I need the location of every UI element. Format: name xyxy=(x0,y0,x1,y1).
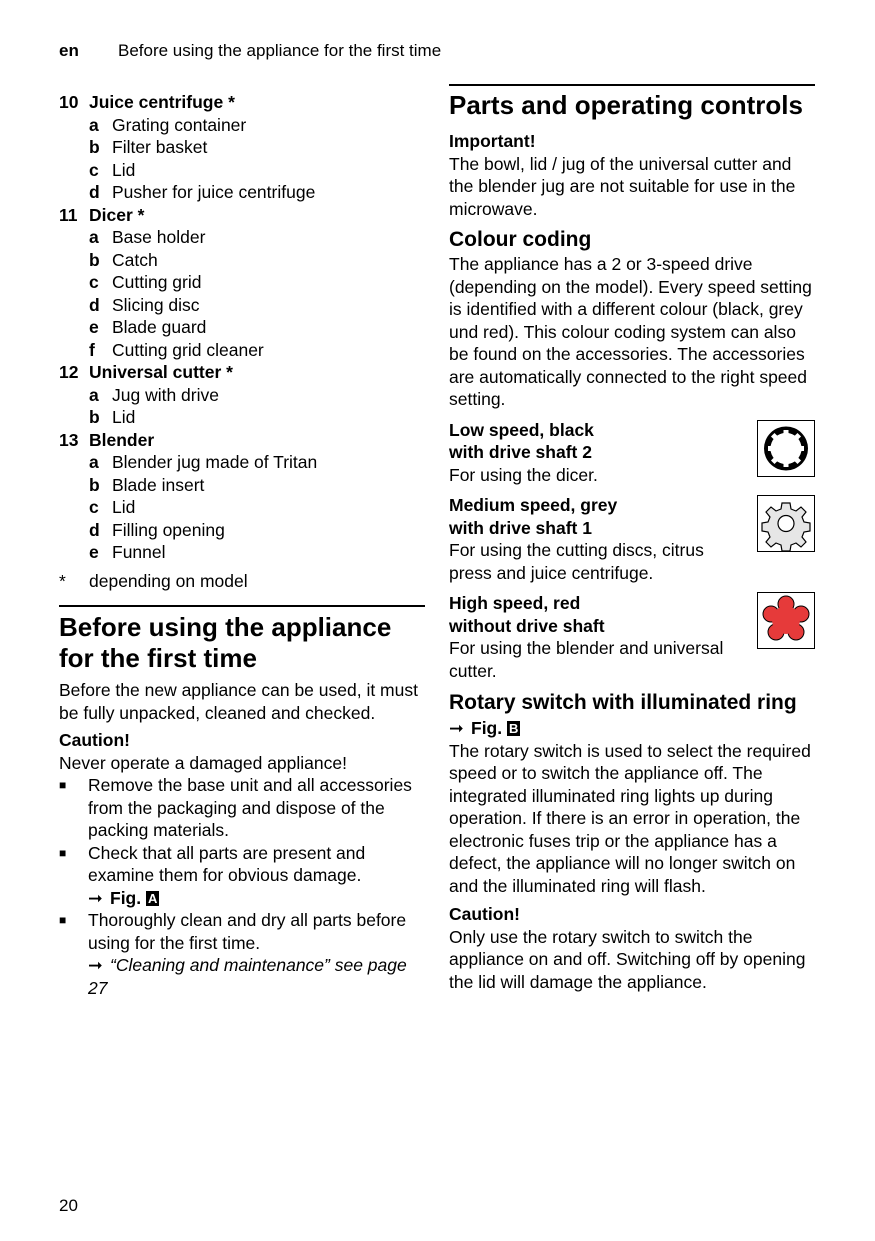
list-item xyxy=(59,249,425,272)
list-item-letter: e xyxy=(89,542,99,562)
list-item xyxy=(59,774,425,842)
before-use-heading: Before using the appliance for the first time xyxy=(59,612,392,673)
list-item-text: Grating container xyxy=(112,114,247,135)
list-item xyxy=(59,406,425,429)
speed-low-text: For using the dicer. xyxy=(449,464,598,485)
speed-medium-text: For using the cutting discs, citrus press and juice centrifuge. xyxy=(449,540,704,583)
footnote xyxy=(59,570,425,593)
arrow-right-icon: ➞ xyxy=(449,718,464,738)
list-item xyxy=(59,451,425,474)
list-item xyxy=(59,339,425,362)
list-group-title: Universal cutter * xyxy=(89,362,233,382)
arrow-right-icon: ➞ xyxy=(88,955,103,975)
right-column xyxy=(449,84,815,993)
list-group-number: 10 xyxy=(59,92,79,112)
speed-medium-subtitle: with drive shaft 1 xyxy=(449,517,592,538)
list-item-text: Lid xyxy=(112,407,136,427)
list-item-text: Cutting grid xyxy=(112,272,202,292)
speed-medium xyxy=(449,494,815,584)
list-item-text: Filling opening xyxy=(112,519,225,540)
list-group xyxy=(59,361,425,384)
list-item xyxy=(59,181,425,204)
red-flower-icon xyxy=(757,592,815,649)
list-item-text: Funnel xyxy=(112,542,166,562)
list-item-text: Cutting grid cleaner xyxy=(112,339,264,360)
list-item-letter: a xyxy=(89,227,99,247)
list-item-text: Lid xyxy=(112,497,136,517)
speed-high xyxy=(449,592,815,682)
list-item xyxy=(59,909,425,999)
caution-label: Caution! xyxy=(59,730,130,750)
figure-letter-badge: A xyxy=(147,890,158,906)
running-header: Before using the appliance for the first time xyxy=(118,41,442,60)
bullet-text: Remove the base unit and all accessories from the packaging and dispose of the packing materials. xyxy=(88,775,412,840)
figure-letter-badge: B xyxy=(508,721,519,736)
cross-reference-link[interactable]: “Cleaning and maintenance” see page 27 xyxy=(88,955,407,998)
important-label: Important! xyxy=(449,131,536,151)
list-item-text: Jug with drive xyxy=(112,384,219,405)
bullet-icon: ■ xyxy=(59,913,67,927)
list-group-title: Juice centrifuge * xyxy=(89,92,235,112)
caution-label: Caution! xyxy=(449,904,520,924)
list-group xyxy=(59,429,425,452)
rotary-switch-heading: Rotary switch with illuminated ring xyxy=(449,691,797,714)
list-item xyxy=(59,114,425,137)
list-item xyxy=(59,384,425,407)
list-item-text: Pusher for juice centrifuge xyxy=(112,182,316,202)
figure-reference-link[interactable]: Fig. xyxy=(471,718,503,738)
list-item-letter: a xyxy=(89,452,99,472)
list-item-text: Base holder xyxy=(112,227,206,247)
section-divider xyxy=(449,84,815,86)
list-item-text: Catch xyxy=(112,249,158,270)
list-item-letter: b xyxy=(89,249,100,270)
before-use-intro: Before the new appliance can be used, it must be fully unpacked, cleaned and checked. xyxy=(59,680,418,723)
list-item xyxy=(59,271,425,294)
list-item-letter: d xyxy=(89,519,100,540)
list-item xyxy=(59,541,425,564)
figure-reference-link[interactable]: Fig. xyxy=(110,887,142,908)
footnote-star: * xyxy=(59,570,66,591)
section-divider xyxy=(59,605,425,607)
list-item-text: Filter basket xyxy=(112,137,208,157)
speed-medium-title: Medium speed, grey xyxy=(449,495,618,515)
speed-low xyxy=(449,419,815,487)
list-item xyxy=(59,842,425,910)
parts-list xyxy=(59,91,425,564)
list-item-letter: c xyxy=(89,497,99,517)
list-item-letter: b xyxy=(89,407,100,427)
list-item xyxy=(59,474,425,497)
list-item-letter: c xyxy=(89,272,99,292)
language-code: en xyxy=(59,41,79,60)
list-group xyxy=(59,204,425,227)
speed-high-subtitle: without drive shaft xyxy=(449,615,605,636)
list-item-letter: c xyxy=(89,159,99,180)
speed-low-subtitle: with drive shaft 2 xyxy=(449,442,592,462)
list-group-number: 12 xyxy=(59,362,79,382)
grey-gear-icon xyxy=(757,495,815,552)
speed-high-title: High speed, red xyxy=(449,593,581,613)
list-item-letter: b xyxy=(89,137,100,157)
list-item xyxy=(59,519,425,542)
list-item xyxy=(59,226,425,249)
list-group-number: 13 xyxy=(59,429,79,450)
list-item-letter: a xyxy=(89,384,99,405)
important-text: The bowl, lid / jug of the universal cutter and the blender jug are not suitable for use in the microwave. xyxy=(449,153,796,219)
bullet-icon: ■ xyxy=(59,778,67,792)
list-item-letter: a xyxy=(89,114,99,135)
bullet-icon: ■ xyxy=(59,845,67,860)
parts-controls-heading: Parts and operating controls xyxy=(449,90,803,120)
list-item xyxy=(59,316,425,339)
caution-text: Only use the rotary switch to switch the appliance on and off. Switching off by opening the lid will damage the appliance. xyxy=(449,926,806,992)
rotary-switch-text: The rotary switch is used to select the required speed or to switch the appliance off. The integrated illuminated ring lights up during operation. If there is an error in operation, the electronic fuses trip or the appliance has a defect, the appliance will no longer switch on and the illuminated ring will flash. xyxy=(449,740,811,896)
arrow-right-icon: ➞ xyxy=(88,887,103,908)
list-item xyxy=(59,496,425,519)
list-item-letter: d xyxy=(89,182,100,202)
list-item-letter: b xyxy=(89,474,100,495)
bullet-text: Check that all parts are present and examine them for obvious damage. xyxy=(88,842,366,885)
list-group-title: Blender xyxy=(89,429,155,450)
list-group-number: 11 xyxy=(59,204,78,225)
list-item-letter: f xyxy=(89,339,95,360)
list-item-text: Slicing disc xyxy=(112,294,200,315)
list-item xyxy=(59,294,425,317)
colour-coding-heading: Colour coding xyxy=(449,228,592,251)
bullet-text: Thoroughly clean and dry all parts before using for the first time. xyxy=(88,910,407,953)
list-item xyxy=(59,159,425,182)
list-item-text: Blade insert xyxy=(112,474,205,495)
caution-text: Never operate a damaged appliance! xyxy=(59,752,347,773)
black-gear-ring-icon xyxy=(757,420,815,477)
list-item-text: Lid xyxy=(112,159,136,180)
list-item xyxy=(59,136,425,159)
speed-low-title: Low speed, black xyxy=(449,419,594,440)
left-column xyxy=(59,91,425,999)
page-number: 20 xyxy=(59,1196,78,1215)
colour-coding-text: The appliance has a 2 or 3-speed drive (depending on the model). Every speed setting is identified with a different colour (black, grey und red). This colour coding system can also be found on the accessories. The accessories are automatically connected to the right speed setting. xyxy=(449,254,812,409)
list-group-title: Dicer * xyxy=(89,204,145,225)
list-item-letter: e xyxy=(89,317,99,337)
footnote-text: depending on model xyxy=(89,570,248,591)
list-item-text: Blade guard xyxy=(112,317,207,337)
list-item-text: Blender jug made of Tritan xyxy=(112,452,318,472)
list-item-letter: d xyxy=(89,294,100,315)
speed-high-text: For using the blender and universal cutter. xyxy=(449,638,724,681)
list-group xyxy=(59,91,425,114)
